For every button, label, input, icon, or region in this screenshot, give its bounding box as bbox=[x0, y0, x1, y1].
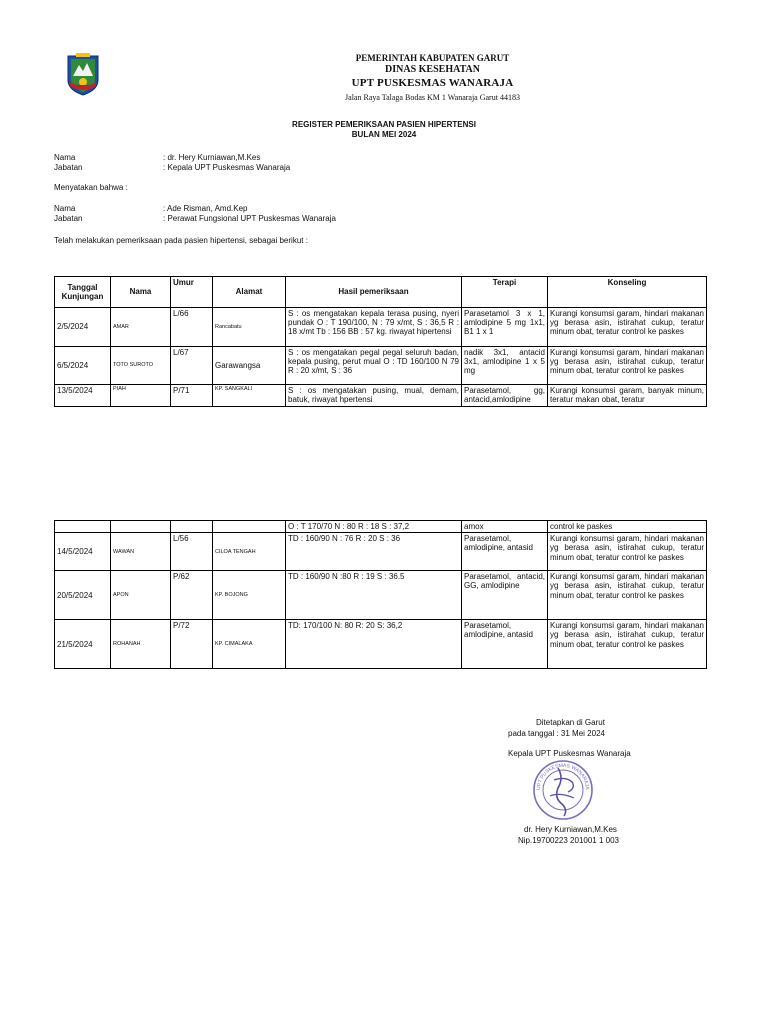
cell-konseling: control ke paskes bbox=[548, 521, 707, 533]
cell-empty bbox=[55, 521, 111, 533]
cell-terapi: Parasetamol, gg, antacid,amlodipine bbox=[462, 385, 548, 407]
cell-nama: APON bbox=[111, 571, 171, 620]
cell-umur: L/66 bbox=[171, 308, 213, 347]
stamp-text: UPT PUSKESMAS WANARAJA bbox=[535, 762, 591, 791]
cell-nama: TOTO SUROTO bbox=[111, 347, 171, 385]
patient-register-table-part2 bbox=[54, 520, 707, 669]
declarant-name-value: : dr. Hery Kurniawan,M.Kes bbox=[163, 153, 261, 162]
cell-alamat: KP. SANGKALI bbox=[213, 385, 286, 407]
table-row bbox=[55, 620, 707, 669]
cell-umur: P/72 bbox=[171, 620, 213, 669]
cell-tanggal: 6/5/2024 bbox=[55, 347, 111, 385]
cell-terapi: Parasetamol 3 x 1, amlodipine 5 mg 1x1, B1 1 x 1 bbox=[462, 308, 548, 347]
letterhead-government: PEMERINTAH KABUPATEN GARUT bbox=[355, 53, 510, 63]
cell-tanggal: 20/5/2024 bbox=[55, 571, 111, 620]
garut-regency-logo bbox=[66, 52, 100, 96]
document-title-line1: REGISTER PEMERIKSAAN PASIEN HIPERTENSI bbox=[292, 120, 476, 129]
letterhead bbox=[300, 53, 565, 103]
cell-terapi: Parasetamol, amlodipine, antasid bbox=[462, 533, 548, 571]
cell-hasil: TD : 160/90 N :80 R : 19 S : 36.5 bbox=[286, 571, 462, 620]
cell-konseling: Kurangi konsumsi garam, hindari makanan yg berasa asin, istirahat cukup, teratur minum obat, teratur control ke paskes bbox=[548, 533, 707, 571]
letterhead-address: Jalan Raya Talaga Bodas KM 1 Wanaraja Garut 44183 bbox=[345, 92, 520, 102]
cell-nama: PIAH bbox=[111, 385, 171, 407]
declarant-name-label: Nama bbox=[54, 153, 76, 162]
table-row-continuation bbox=[55, 521, 707, 533]
signature-date: pada tanggal : 31 Mei 2024 bbox=[508, 729, 605, 738]
cell-umur: P/62 bbox=[171, 571, 213, 620]
table-row bbox=[55, 571, 707, 620]
cell-hasil: S : os mengatakan kepala terasa pusing, nyeri pundak O : T 190/100, N : 79 x/mt, S : 36,5 R : 18 x/mt Tb : 156 BB : 57 kg. riwayat hipertensi bbox=[286, 308, 462, 347]
cell-tanggal: 2/5/2024 bbox=[55, 308, 111, 347]
header-umur: Umur bbox=[171, 277, 213, 308]
cell-alamat: Garawangsa bbox=[213, 347, 286, 385]
cell-umur: L/67 bbox=[171, 347, 213, 385]
cell-hasil: S : os mengatakan pusing, mual, demam, batuk, riwayat hpertensi bbox=[286, 385, 462, 407]
cell-umur: L/56 bbox=[171, 533, 213, 571]
table-row bbox=[55, 385, 707, 407]
cell-hasil: O : T 170/70 N : 80 R : 18 S : 37,2 bbox=[286, 521, 462, 533]
cell-tanggal: 13/5/2024 bbox=[55, 385, 111, 407]
cell-konseling: Kurangi konsumsi garam, hindari makanan yg berasa asin, istirahat cukup, teratur minum obat, teratur control ke paskes bbox=[548, 308, 707, 347]
header-nama: Nama bbox=[111, 277, 171, 308]
cell-nama: WAWAN bbox=[111, 533, 171, 571]
header-konseling: Konseling bbox=[548, 277, 707, 308]
table-row bbox=[55, 308, 707, 347]
signature-position: Kepala UPT Puskesmas Wanaraja bbox=[508, 749, 631, 758]
subject-job-label: Jabatan bbox=[54, 214, 83, 223]
header-hasil: Hasil pemeriksaan bbox=[286, 277, 462, 308]
official-stamp-with-signature bbox=[528, 758, 598, 822]
cell-hasil: S : os mengatakan pegal pegal seluruh badan, kepala pusing, perut mual O : TD 160/100 N 79 R : 20 x/mt, S : 36 bbox=[286, 347, 462, 385]
cell-empty bbox=[171, 521, 213, 533]
cell-tanggal: 14/5/2024 bbox=[55, 533, 111, 571]
cell-umur: P/71 bbox=[171, 385, 213, 407]
cell-terapi: nadik 3x1, antacid 3x1, amlodipine 1 x 5 mg bbox=[462, 347, 548, 385]
cell-hasil: TD : 160/90 N : 76 R : 20 S : 36 bbox=[286, 533, 462, 571]
letterhead-institution: UPT PUSKESMAS WANARAJA bbox=[351, 76, 514, 89]
cell-terapi: amox bbox=[462, 521, 548, 533]
header-terapi: Terapi bbox=[462, 277, 548, 308]
cell-konseling: Kurangi konsumsi garam, banyak minum, teratur makan obat, teratur bbox=[548, 385, 707, 407]
header-alamat: Alamat bbox=[213, 277, 286, 308]
cell-terapi: Parasetamol, amlodipine, antasid bbox=[462, 620, 548, 669]
cell-konseling: Kurangi konsumsi garam, hindari makanan yg berasa asin, istirahat cukup, teratur minum obat, teratur control ke paskes bbox=[548, 347, 707, 385]
cell-hasil: TD: 170/100 N: 80 R: 20 S: 36,2 bbox=[286, 620, 462, 669]
signature-place: Ditetapkan di Garut bbox=[536, 718, 605, 727]
declarant-job-label: Jabatan bbox=[54, 163, 83, 172]
table-header-row bbox=[55, 277, 707, 308]
cell-alamat: Rancabatu bbox=[213, 308, 286, 347]
patient-register-table-part1 bbox=[54, 276, 707, 407]
intro-text: Telah melakukan pemeriksaan pada pasien hipertensi, sebagai berikut : bbox=[54, 236, 308, 245]
signatory-name: dr. Hery Kurniawan,M.Kes bbox=[524, 825, 617, 834]
letterhead-department: DINAS KESEHATAN bbox=[385, 64, 480, 76]
header-tanggal: Tanggal Kunjungan bbox=[55, 277, 111, 308]
statement-text: Menyatakan bahwa : bbox=[54, 183, 128, 192]
signatory-nip: Nip.19700223 201001 1 003 bbox=[518, 836, 619, 845]
subject-name-label: Nama bbox=[54, 204, 76, 213]
cell-nama: AMAR bbox=[111, 308, 171, 347]
cell-alamat: KP. CIMALAKA bbox=[213, 620, 286, 669]
table-row bbox=[55, 533, 707, 571]
cell-konseling: Kurangi konsumsi garam, hindari makanan yg berasa asin, istirahat cukup, teratur minum obat, teratur control ke paskes bbox=[548, 571, 707, 620]
document-title bbox=[0, 120, 768, 139]
cell-alamat: CILOA TENGAH bbox=[213, 533, 286, 571]
cell-alamat: KP. BOJONG bbox=[213, 571, 286, 620]
subject-name-value: : Ade Risman, Amd.Kep bbox=[163, 204, 248, 213]
cell-empty bbox=[213, 521, 286, 533]
subject-job-value: : Perawat Fungsional UPT Puskesmas Wanaraja bbox=[163, 214, 336, 223]
cell-terapi: Parasetamol, antacid, GG, amlodipine bbox=[462, 571, 548, 620]
declarant-job-value: : Kepala UPT Puskesmas Wanaraja bbox=[163, 163, 291, 172]
cell-empty bbox=[111, 521, 171, 533]
cell-nama: ROHANAH bbox=[111, 620, 171, 669]
document-title-line2: BULAN MEI 2024 bbox=[351, 129, 417, 139]
cell-konseling: Kurangi konsumsi garam, hindari makanan yg berasa asin, istirahat cukup, teratur minum obat, teratur control ke paskes bbox=[548, 620, 707, 669]
table-row bbox=[55, 347, 707, 385]
cell-tanggal: 21/5/2024 bbox=[55, 620, 111, 669]
